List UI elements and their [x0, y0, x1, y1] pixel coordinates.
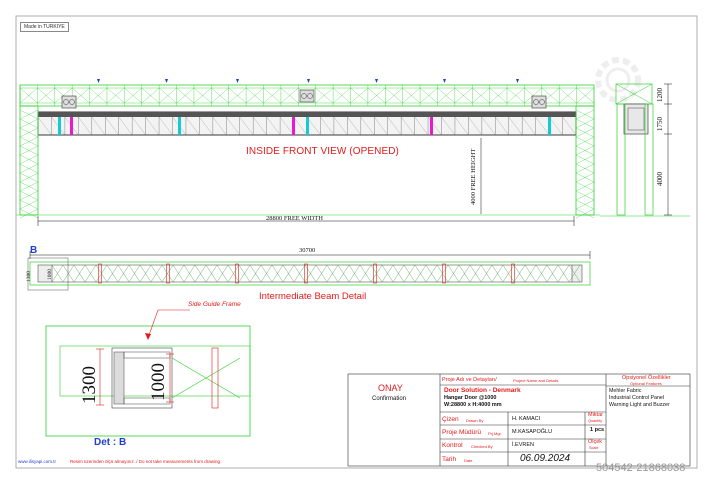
options-label-tr: Opsiyonel Özellikler — [622, 375, 671, 381]
checked-label-en: Checked By — [471, 444, 493, 449]
watermark-gear-icon — [598, 60, 638, 100]
side-dim-mid: 1750 — [656, 117, 664, 131]
door-top-rail — [38, 112, 576, 117]
motor-unit-icon — [300, 90, 314, 102]
beam-length-label: 30700 — [299, 247, 316, 254]
side-guide-callout-leader — [148, 310, 190, 338]
document-id: 504542-21868038 — [596, 462, 686, 474]
detail-marker: B — [30, 245, 38, 256]
door-segment-marker — [58, 117, 61, 135]
date-label-en: Date — [464, 458, 473, 463]
drawn-label-tr: Çizen — [442, 416, 459, 423]
drop-marker-icon — [97, 79, 100, 83]
confirm-subtitle: Confirmation — [372, 396, 407, 402]
manager-label-en: Prj.Mgr. — [488, 431, 502, 436]
beam-detail-title: Intermediate Beam Detail — [259, 291, 367, 302]
confirm-title: ONAY — [378, 383, 403, 393]
manager-label-tr: Proje Müdürü — [442, 429, 482, 436]
beam-dim-outer: 1300 — [26, 271, 32, 282]
made-in-label: Made in TURKIYE — [20, 22, 69, 32]
date-label-tr: Tarih — [442, 456, 457, 463]
callout-arrow-icon — [145, 333, 151, 340]
option-2: Industrial Control Panel — [609, 395, 665, 401]
scale-label-tr: Ölçek — [588, 439, 603, 445]
beam-divider — [236, 264, 239, 283]
side-dim-top: 1200 — [656, 88, 664, 102]
side-guide-frame-callout: Side Guide Frame — [188, 301, 241, 308]
beam-detail — [28, 251, 590, 290]
disclaimer-text: Resim üzerinden ölçü almayınız. / Do not take measurements from drawing. — [70, 459, 222, 464]
beam-divider — [99, 264, 102, 283]
options-label-en: Optional Features — [630, 381, 662, 386]
free-width-label: 28800 FREE WIDTH — [266, 215, 323, 222]
side-dim-bottom: 4000 — [656, 172, 664, 186]
side-view — [600, 84, 690, 216]
door-segment-marker — [178, 117, 181, 135]
drawn-value: H. KAMACI — [512, 416, 541, 422]
beam-dim-inner: 1000 — [47, 269, 53, 280]
qty-label-en: Quantity — [588, 419, 603, 423]
detail-dim-outer: 1300 — [79, 366, 100, 404]
door-segment-marker — [430, 117, 433, 135]
door-segment-marker — [292, 117, 295, 135]
drop-marker-icon — [307, 79, 310, 83]
project-name: Door Solution - Denmark — [444, 387, 521, 394]
project-label-en: Project Name and Details — [513, 378, 559, 383]
option-1: Mehler Fabric — [609, 388, 642, 394]
door-strip — [38, 112, 576, 135]
drop-marker-icon — [236, 79, 239, 83]
project-label-tr: Proje Adı ve Detayları/ — [442, 377, 497, 383]
qty-label-tr: Miktar — [588, 412, 603, 418]
beam-end-cap — [572, 265, 582, 282]
beam-lattice — [30, 262, 590, 285]
beam-divider — [443, 264, 446, 283]
manager-value: M.KASAPOĞLU — [512, 429, 553, 435]
beam-divider — [374, 264, 377, 283]
drop-marker-icon — [443, 79, 446, 83]
qty-value: 1 pcs — [590, 427, 605, 433]
drop-marker-icon — [375, 79, 378, 83]
door-segment-marker — [70, 117, 73, 135]
checked-value: İ.EVREN — [512, 442, 535, 448]
detail-dim-inner: 1000 — [148, 363, 169, 401]
door-segment-marker — [306, 117, 309, 135]
motor-unit-icon — [532, 96, 546, 108]
website-link[interactable]: www.ilisyapi.com.tr — [18, 459, 57, 464]
drop-marker-icon — [516, 79, 519, 83]
detail-b-caption: Det : B — [94, 437, 127, 448]
beam-divider — [167, 264, 170, 283]
front-markers — [62, 79, 546, 108]
beam-outline — [30, 262, 590, 285]
drop-marker-icon — [165, 79, 168, 83]
checked-label-tr: Kontrol — [442, 442, 463, 449]
option-3: Warning Light and Buzzer — [609, 402, 670, 408]
date-value: 06.09.2024 — [520, 453, 571, 464]
project-line-2: Hangar Door @1000 — [444, 395, 497, 401]
motor-unit-icon — [62, 96, 76, 108]
project-line-3: W:28800 x H:4000 mm — [444, 402, 502, 408]
door-segment-marker — [548, 117, 551, 135]
scale-label-en: Scale — [589, 446, 599, 450]
drawn-label-en: Drawn By — [466, 418, 484, 423]
front-view-title: INSIDE FRONT VIEW (OPENED) — [246, 146, 399, 157]
free-height-label: 4000 FREE HEIGHT — [470, 148, 477, 205]
